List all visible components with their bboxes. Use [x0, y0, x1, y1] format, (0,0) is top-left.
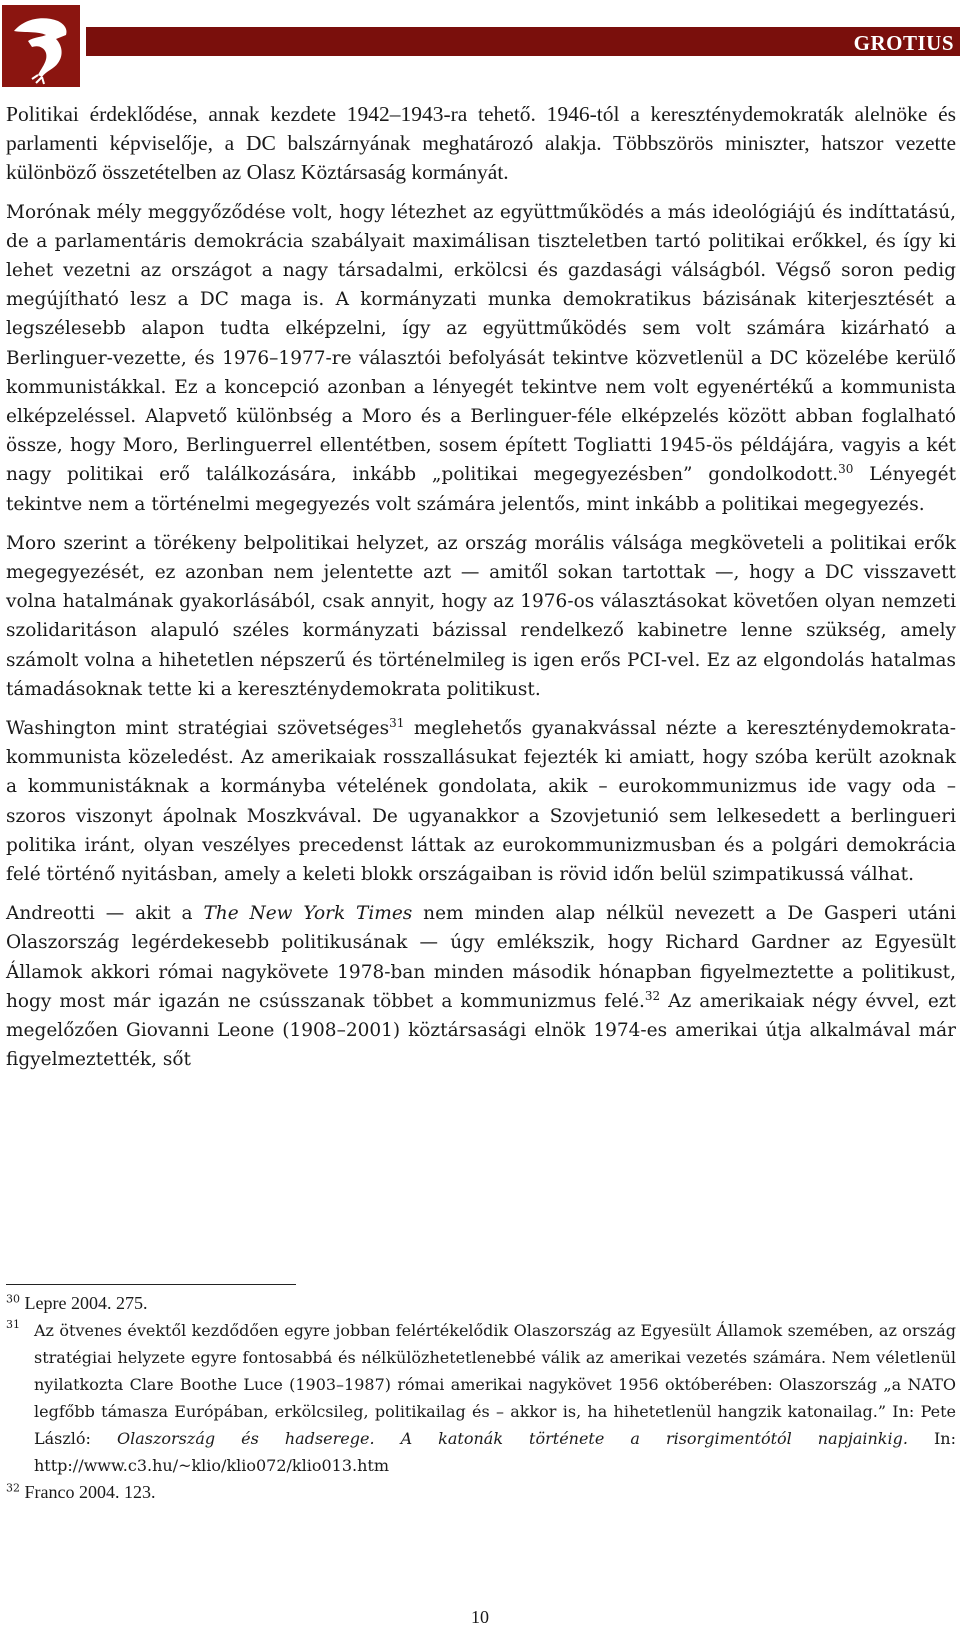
- brand-name: GROTIUS: [853, 31, 954, 55]
- paragraph-text: Morónak mély meggyőződése volt, hogy létezhet az együttműködés a más ideológiájú és indíttatású, de a parlamentáris demokrácia szabályait maximálisan tiszteletben tartó politikai erőkkel, és így ki lehet vezetni az országot a nagy társadalmi, erkölcsi és gazdasági válságból. Végső soron pedig megújítható lesz a DC maga is. A kormányzati munka demokratikus bázisának kiterjesztését a legszélesebb alapon tudta elképzelni, így az együttműködés sem volt számára kizárható a Berlinguer-vezette, és 1976–1977-re választói befolyását tekintve közvetlenül a DC közelébe kerülő kommunistákkal. Ez a koncepció azonban a lényegét tekintve nem volt egyenértékű a kommunista elképzeléssel. Alapvető különbség a Moro és a Berlinguer-féle elképzelés között abban foglalható össze, hogy Moro, Berlinguerrel ellentétben, sosem épített Togliatti 1945-ös példájára, vagyis a két nagy politikai erő találkozására, inkább „politikai megegyezésben” gondolkodott.: [6, 201, 956, 486]
- footnote-32: [6, 1479, 956, 1506]
- footnote-ref-31[interactable]: 31: [389, 715, 405, 730]
- footnote-divider: [6, 1284, 296, 1285]
- footnotes: [6, 1290, 956, 1506]
- paragraph-text: Moro szerint a törékeny belpolitikai helyzet, az ország morális válsága megköveteli a politikai erők megegyezését, ez azonban nem jelentette azt — amitől sokan tartottak —, hogy a DC visszavett volna hatalmának gyakorlásából, csak annyit, hogy az 1976-os választásokat követően olyan nemzeti szolidaritáson alapuló széles kormányzati bázissal rendelkező kabinetre lenne szükség, amely számolt volna a hihetetlen népszerű és történelmileg is igen erős PCI-vel. Ez az elgondolás hatalmas támadásoknak tette ki a kereszténydemokrata politikust.: [6, 532, 956, 700]
- paragraph-2: [6, 198, 956, 519]
- grotius-logo-icon: [2, 5, 80, 87]
- newspaper-title: The New York Times: [203, 903, 413, 925]
- footnote-text: Franco 2004. 123.: [20, 1482, 156, 1502]
- header-bar: [86, 27, 960, 56]
- paragraph-text: meglehetős gyanakvással nézte a kereszténydemokrata-kommunista közeledést. Az amerikaiak rosszallásukat fejezték ki amiatt, hogy szóba került azoknak a kommunistáknak a kormányba vételének gondolata, akik – eurokommunizmus ide vagy oda – szoros viszonyt ápolnak Moszkvával. De ugyanakkor a Szovjetunió sem lelkesedett a berlingueri politika iránt, olyan veszélyes precedenst láttak az eurokommunizmusban és a polgári demokrácia felé történő nyitásban, amely a keleti blokk országaiban is rövid időn belül szimpatikussá válhat.: [6, 718, 956, 886]
- paragraph-text: Washington mint stratégiai szövetséges: [6, 718, 390, 740]
- article-body: [6, 100, 956, 1085]
- footnote-link[interactable]: In: http://www.c3.hu/~klio/klio072/klio013.htm: [34, 1429, 956, 1475]
- page-header: [0, 0, 960, 90]
- footnote-mark: 32: [6, 1481, 20, 1495]
- footnote-ref-32[interactable]: 32: [644, 988, 661, 1003]
- footnote-mark: 30: [6, 1292, 20, 1306]
- paragraph-3: [6, 529, 956, 704]
- paragraph-1: [6, 100, 956, 188]
- paragraph-5: [6, 899, 956, 1074]
- footnote-text: Az ötvenes évektől kezdődően egyre jobban felértékelődik Olaszország az Egyesült Államok szemében, az ország stratégiai helyzete egyre fontosabbá és nélkülözhetetlenebbé válik az amerikai vezetés számára. Nem véletlenül nyilatkozta Clare Boothe Luce (1903–1987) római amerikai nagykövet 1956 októberében: Olaszország „a NATO legfőbb támasza Európában, erkölcsileg, politikailag és – akkor is, ha hihetetlenül hangzik katonailag.” In: Pete László:: [34, 1321, 956, 1448]
- paragraph-4: [6, 714, 956, 889]
- footnote-text: Lepre 2004. 275.: [20, 1293, 148, 1313]
- paragraph-text: Andreotti — akit a: [6, 903, 204, 925]
- footnote-ref-30[interactable]: 30: [838, 462, 854, 477]
- footnote-31: 31 Az ötvenes évektől kezdődően egyre jobban felértékelődik Olaszország az Egyesült Államok szemében, az ország stratégiai helyzete egyre fontosabbá és nélkülözhetetlenebbé válik az amerikai vezetés számára. Nem véletlenül nyilatkozta Clare Boothe Luce (1903–1987) római amerikai nagykövet 1956 októberében: Olaszország „a NATO legfőbb támasza Európában, erkölcsileg, politikailag és – akkor is, ha hihetetlenül hangzik katonailag.” In: Pete László: Olaszország és hadserege. A katonák története a risorgimentótól napjainkig. In: http://www.c3.hu/~klio/klio072/klio013.htm: [6, 1318, 956, 1475]
- page-number: 10: [471, 1607, 489, 1627]
- paragraph-text: Politikai érdeklődése, annak kezdete 1942–1943-ra tehető. 1946-tól a kereszténydemokraták alelnöke és parlamenti képviselője, a DC balszárnyának meghatározó alakja. Többszörös miniszter, hatszor vezette különböző összetételben az Olasz Köztársaság kormányát.: [6, 102, 956, 185]
- paragraph-text: Az amerikaiak négy évvel, ezt megelőzően Giovanni Leone (1908–2001) köztársasági elnök 1974-es amerikai útja alkalmával már figyelmeztették, sőt: [6, 990, 956, 1071]
- footnote-book-title: Olaszország és hadserege. A katonák története a risorgimentótól napjainkig.: [116, 1429, 908, 1448]
- footnote-30: [6, 1290, 956, 1317]
- paragraph-text: Lényegét tekintve nem a történelmi megegyezés volt számára jelentős, mint inkább a politikai megegyezés.: [6, 464, 956, 515]
- paragraph-text: nem minden alap nélkül nevezett a De Gasperi utáni Olaszország legérdekesebb politikusának — úgy emlékszik, hogy Richard Gardner az Egyesült Államok akkori római nagykövete 1978-ban minden második hónapban figyelmeztette a politikust, hogy most már igazán ne csússzanak többet a kommunizmus felé.: [6, 903, 956, 1012]
